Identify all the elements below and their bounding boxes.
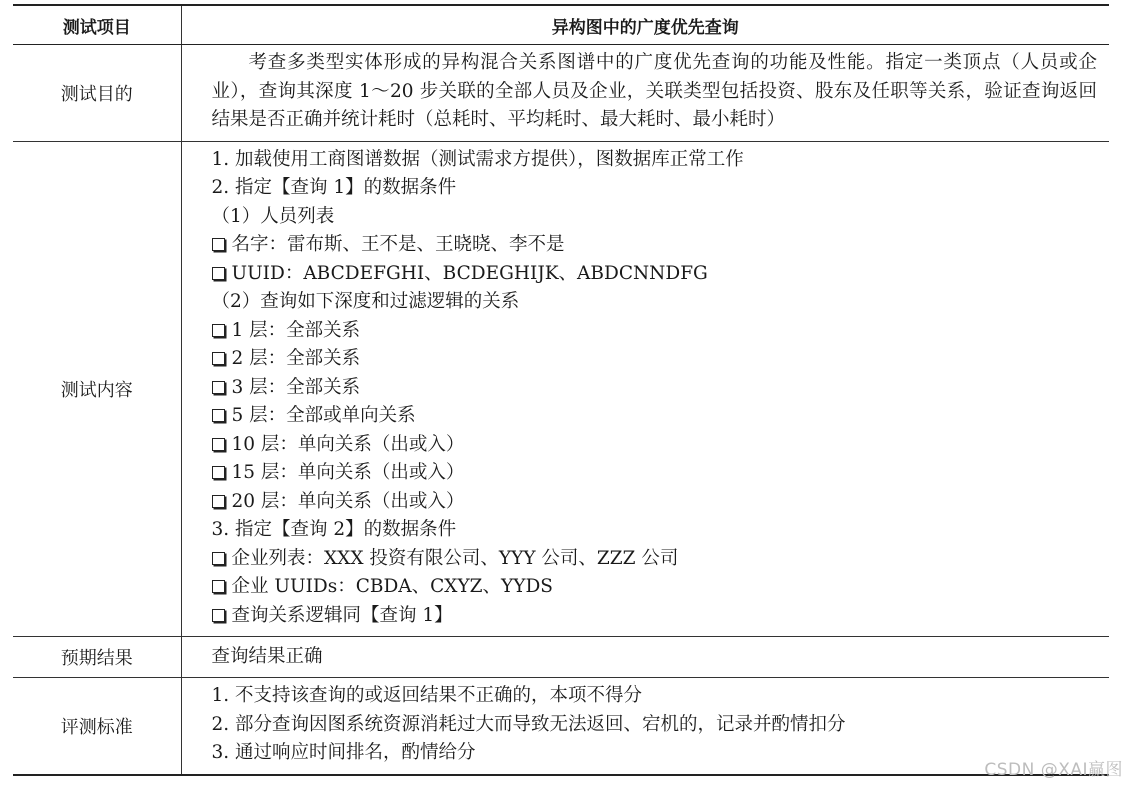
checkbox-icon [212, 267, 225, 280]
list-item-text: 企业 UUIDs：CBDA、CXYZ、YYDS [231, 576, 553, 597]
content-cell [181, 141, 1109, 637]
list-item-text: 15 层：单向关系（出或入） [231, 462, 465, 483]
list-item [212, 174, 1098, 203]
expected-label: 预期结果 [13, 637, 181, 678]
list-item-text: 名字：雷布斯、王不是、王晓晓、李不是 [231, 234, 565, 255]
checkbox-list-item [212, 402, 1098, 431]
list-item [212, 146, 1098, 175]
criteria-item: 2. 部分查询因图系统资源消耗过大而导致无法返回、宕机的，记录并酌情扣分 [211, 713, 846, 735]
checkbox-list-item [212, 602, 1098, 631]
expected-text: 查询结果正确 [211, 645, 323, 667]
list-item-text: 5 层：全部或单向关系 [231, 405, 416, 426]
criteria-item: 3. 通过响应时间排名，酌情给分 [211, 742, 476, 763]
test-spec-table [13, 4, 1109, 776]
expected-row [13, 637, 1109, 678]
criteria-cell [181, 678, 1109, 775]
checkbox-list-item [212, 345, 1098, 374]
criteria-label: 评测标准 [13, 678, 181, 775]
list-item-text: 1 层：全部关系 [231, 319, 361, 341]
checkbox-icon [212, 466, 225, 479]
checkbox-icon [212, 495, 225, 508]
checkbox-icon [212, 381, 225, 394]
checkbox-icon [212, 324, 225, 337]
list-item-text: 20 层：单向关系（出或入） [231, 490, 465, 512]
list-item-text: 查询关系逻辑同【查询 1】 [231, 604, 453, 626]
checkbox-icon [212, 438, 225, 451]
content-label: 测试内容 [13, 141, 181, 637]
checkbox-icon [212, 409, 225, 422]
list-item [212, 203, 1098, 232]
checkbox-list-item [212, 374, 1098, 403]
purpose-label: 测试目的 [13, 45, 181, 142]
list-item-text: （2）查询如下深度和过滤逻辑的关系 [211, 291, 520, 312]
list-item-text: （1）人员列表 [211, 205, 335, 227]
purpose-text: 考查多类型实体形成的异构混合关系图谱中的广度优先查询的功能及性能。指定一类顶点（人员或企业），查询其深度 1～20 步关联的全部人员及企业，关联类型包括投资、股东及任职等关系，验证查询返回结果是否正确并统计耗时（总耗时、平均耗时、最大耗时、最小耗时） [211, 52, 1097, 130]
table-header-row [13, 5, 1109, 45]
checkbox-list-item [212, 317, 1098, 346]
list-item-text: 10 层：单向关系（出或入） [231, 433, 465, 455]
checkbox-icon [212, 580, 225, 593]
content-row [13, 141, 1109, 637]
list-item-text: 2. 指定【查询 1】的数据条件 [211, 177, 457, 198]
watermark: CSDN @XAI赢图 [984, 760, 1123, 780]
checkbox-icon [212, 552, 225, 565]
checkbox-icon [212, 238, 225, 251]
expected-cell [181, 637, 1109, 678]
list-item-text: 2 层：全部关系 [231, 348, 361, 369]
checkbox-list-item [212, 260, 1098, 289]
content-list [182, 142, 1110, 637]
header-test-title: 异构图中的广度优先查询 [181, 5, 1109, 45]
checkbox-list-item [212, 488, 1098, 517]
criteria-item: 1. 不支持该查询的或返回结果不正确的，本项不得分 [211, 685, 643, 706]
list-item-text: UUID：ABCDEFGHI、BCDEGHIJK、ABDCNNDFG [231, 262, 708, 284]
list-item-text: 企业列表：XXX 投资有限公司、YYY 公司、ZZZ 公司 [231, 547, 679, 569]
checkbox-list-item [212, 545, 1098, 574]
checkbox-icon [212, 352, 225, 365]
checkbox-list-item [212, 459, 1098, 488]
criteria-list [182, 678, 1110, 774]
list-item-text: 1. 加载使用工商图谱数据（测试需求方提供），图数据库正常工作 [211, 148, 744, 170]
checkbox-icon [212, 609, 225, 622]
list-item-text: 3. 指定【查询 2】的数据条件 [211, 519, 457, 540]
purpose-row [13, 45, 1109, 142]
header-test-item: 测试项目 [13, 5, 181, 45]
checkbox-list-item [212, 573, 1098, 602]
list-item-text: 3 层：全部关系 [231, 376, 361, 398]
purpose-cell [181, 45, 1109, 142]
criteria-row [13, 678, 1109, 775]
checkbox-list-item [212, 431, 1098, 460]
checkbox-list-item [212, 231, 1098, 260]
list-item [212, 516, 1098, 545]
list-item [212, 288, 1098, 317]
